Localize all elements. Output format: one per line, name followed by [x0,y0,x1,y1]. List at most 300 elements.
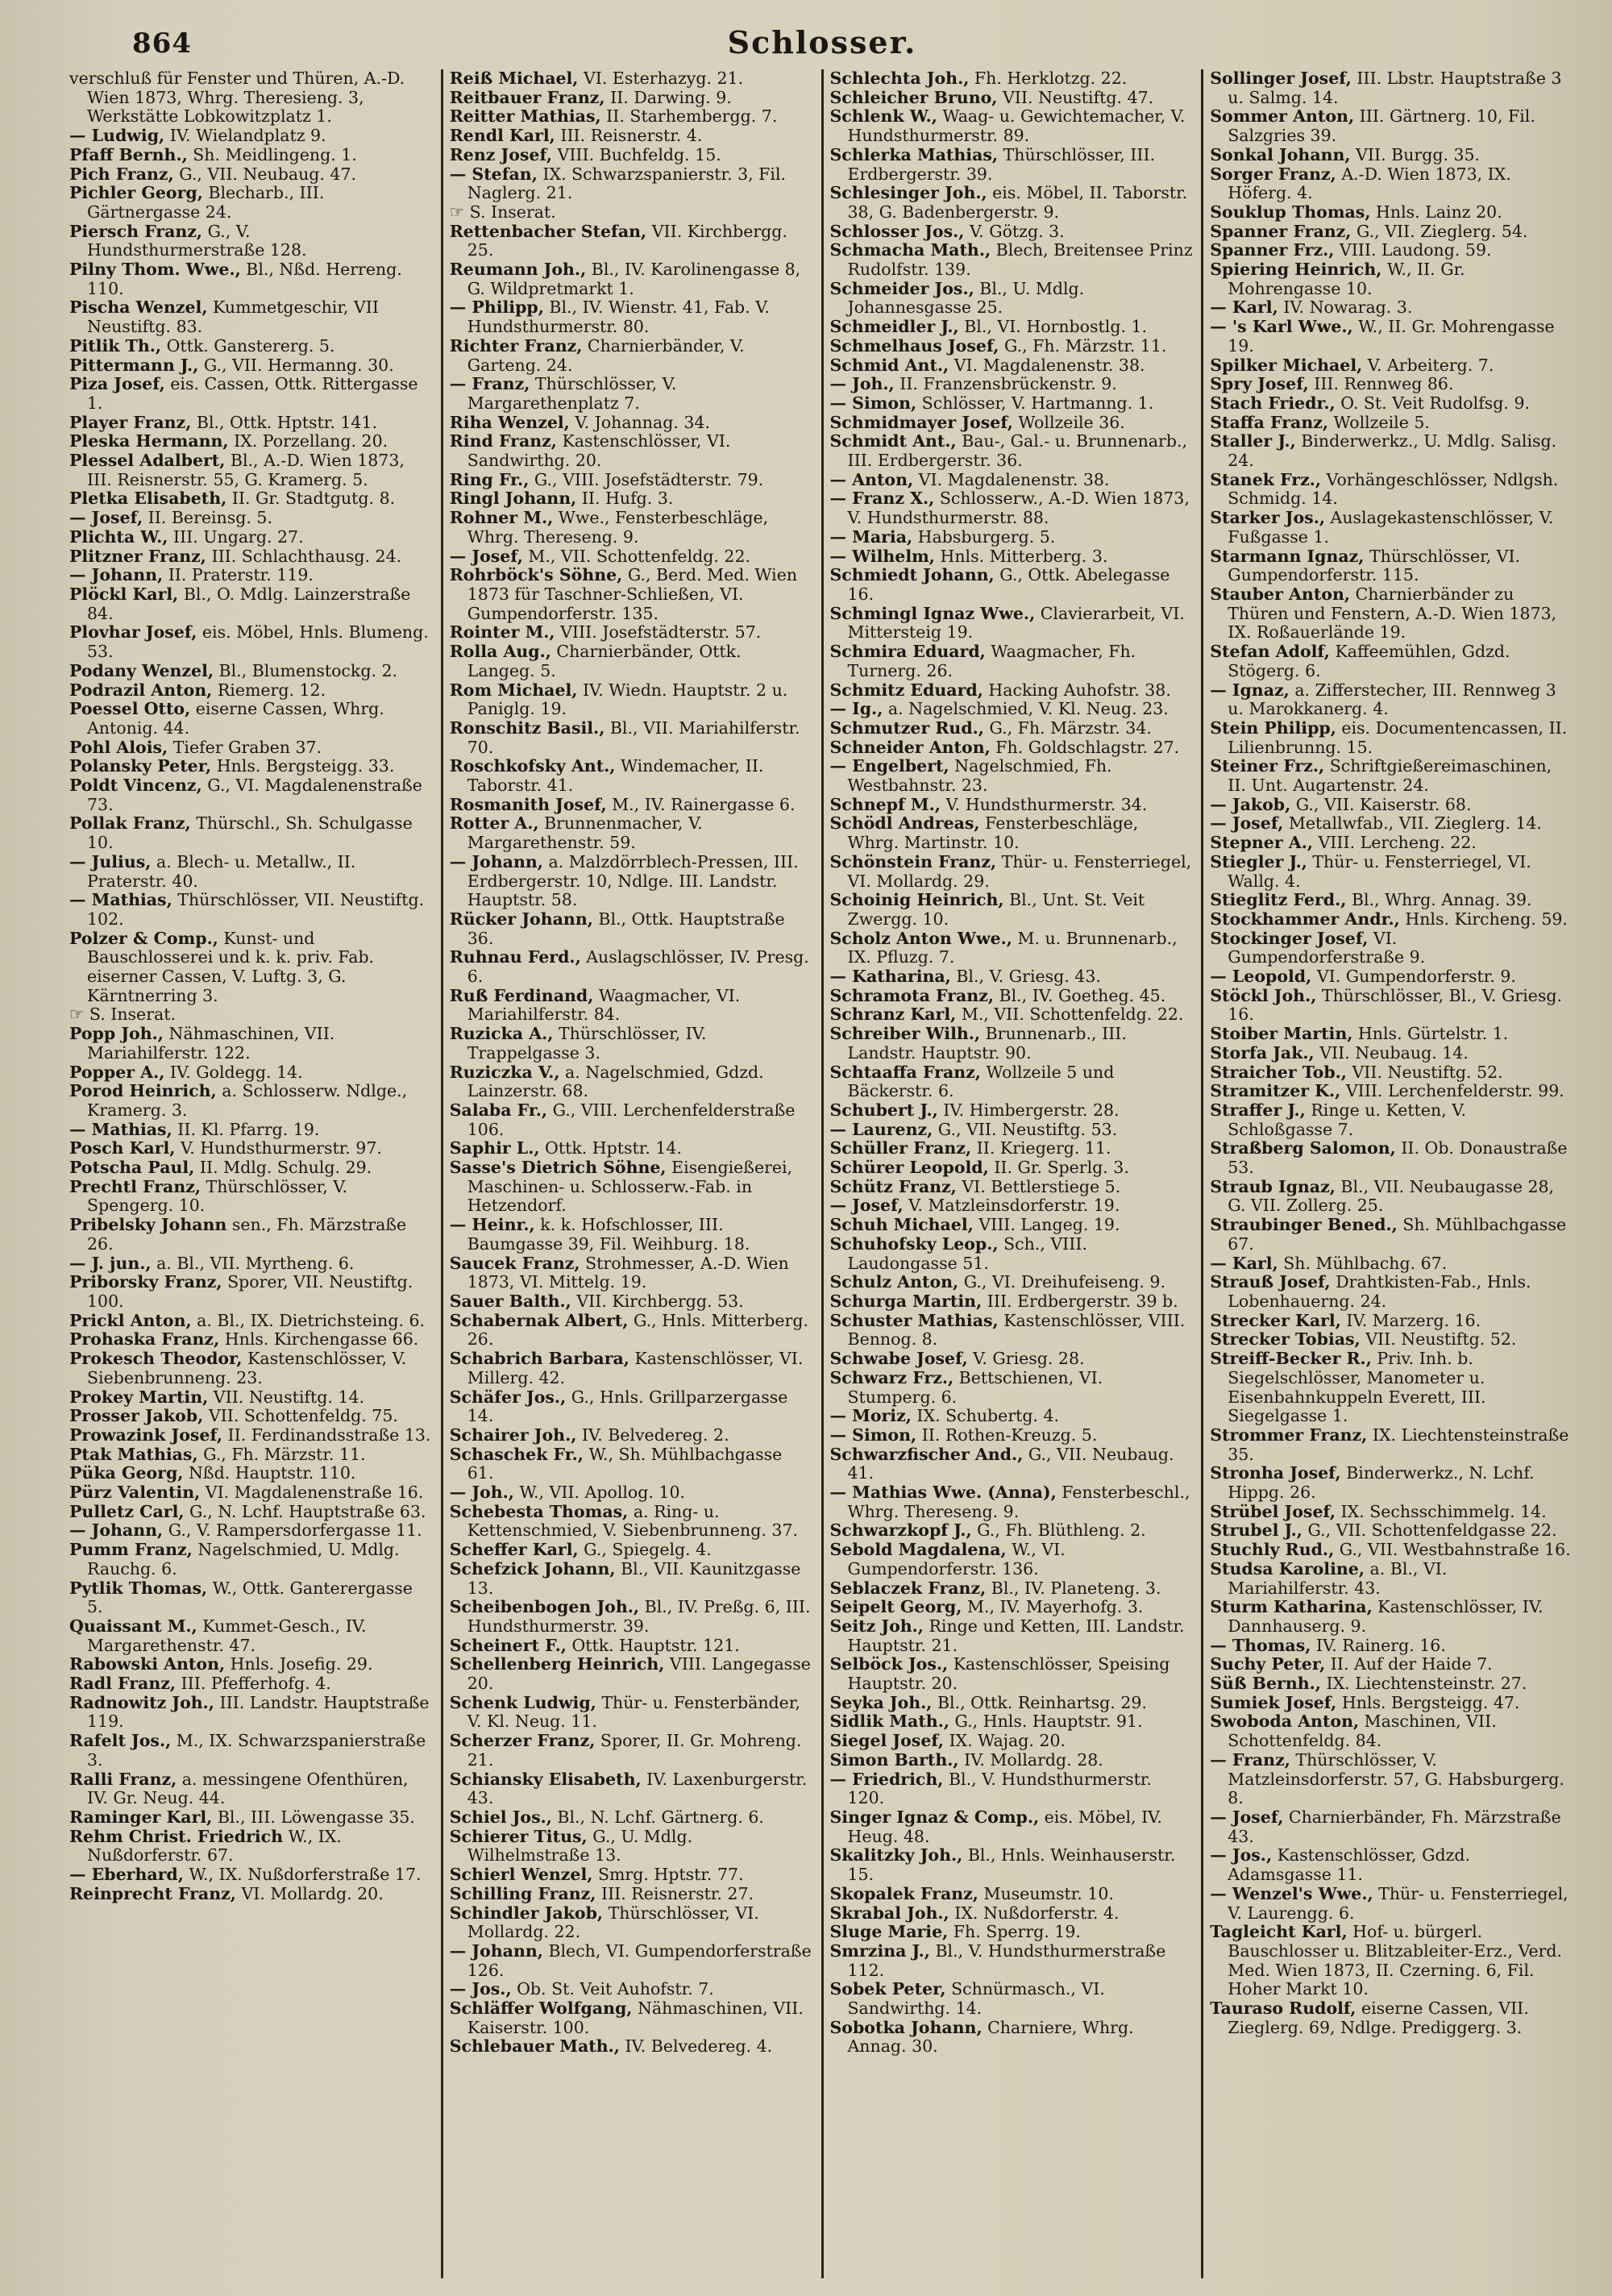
directory-entry [830,69,1194,89]
entry-name: Rointer M., [449,622,555,643]
entry-details: VII. Burgg. 35. [1356,144,1481,164]
entry-details: W., IX. Nußdorferstraße 17. [189,1865,422,1885]
directory-entry [830,1121,1194,1140]
entry-details: Priv. Inh. b. Siegelschlösser, Manometer u. Eisenbahnkuppeln Everett, III. Siegelgasse 1. [1228,1349,1486,1426]
directory-entry [69,1521,433,1541]
directory-entry [1210,1694,1573,1713]
entry-name: Rehm Christ. Friedrich [69,1826,284,1846]
entry-details: G., VII. Neubaug. 41. [847,1444,1174,1483]
directory-entry [69,1139,433,1158]
directory-entry [450,165,813,203]
entry-details: Bl., Unt. St. Veit Zwergg. 10. [847,890,1145,929]
entry-name: Pürz Valentin, [69,1483,201,1503]
entry-details: IV. Goldegg. 14. [169,1062,303,1082]
directory-entry [69,1407,433,1426]
entry-details: ☞ S. Inserat. [449,202,556,222]
entry-name: Radnowitz Joh., [69,1692,214,1712]
directory-entry [69,1254,433,1274]
entry-details: II. Starhembergg. 7. [606,106,778,127]
directory-entry [1210,241,1573,260]
entry-name: Streiff-Becker R., [1210,1349,1372,1369]
directory-entry [450,1158,813,1216]
entry-name: Rolla Aug., [449,642,551,662]
directory-entry [69,375,433,413]
entry-name: Ruziczka V., [449,1062,560,1082]
entry-details: Kastenschlösser, VIII. Bennog. 8. [847,1310,1186,1350]
directory-entry [830,1139,1194,1158]
directory-entry [1210,643,1573,680]
entry-name: Schmacha Math., [829,240,991,260]
entry-name: Stockhammer Andr., [1210,909,1400,929]
directory-entry [450,127,813,146]
directory-entry [1210,1637,1573,1656]
entry-details: Ottk. Ganstererg. 5. [166,335,335,356]
entry-details: VIII. Buchfeldg. 15. [557,144,721,164]
entry-name: Tauraso Rudolf, [1210,1999,1356,2019]
column-4 [1203,69,1581,2278]
entry-details: Ottk. Hauptstr. 121. [571,1635,740,1655]
entry-name: — Thomas, [1210,1635,1311,1655]
directory-entry [830,1312,1194,1350]
entry-details: Fh. Sperrg. 19. [953,1922,1081,1942]
directory-entry [1210,814,1573,834]
directory-entry [69,432,433,451]
entry-details: G., Spiegelg. 4. [584,1540,712,1560]
entry-details: Hnls. Bergsteigg. 47. [1341,1692,1520,1712]
entry-name: Rettenbacher Stefan, [449,221,647,241]
entry-details: III. Ungarg. 27. [172,526,304,547]
entry-name: Sonkal Johann, [1210,144,1351,164]
directory-entry [1210,1560,1573,1598]
directory-entry [830,414,1194,433]
entry-name: — Franz, [449,374,530,394]
entry-details: II. Kriegerg. 11. [976,1138,1111,1158]
entry-details: Sh. Meidlingeng. 1. [193,144,357,164]
directory-entry [1210,1025,1573,1044]
entry-name: — Jos., [449,1979,512,1999]
directory-entry [1210,1350,1573,1426]
entry-name: Singer Ignaz & Comp., [829,1807,1040,1827]
entry-details: III. Erdbergerstr. 39 b. [987,1292,1178,1311]
directory-entry [69,1732,433,1770]
page-header [63,24,1581,69]
directory-entry [1210,1541,1573,1560]
directory-entry [830,796,1194,815]
entry-details: Waagmacher, VI. Mariahilferstr. 84. [467,985,741,1025]
entry-details: IV. Mollardg. 28. [964,1749,1103,1770]
directory-entry [1210,1216,1573,1254]
directory-entry [69,298,433,336]
directory-entry [69,1866,433,1885]
directory-entry [830,1196,1194,1216]
directory-entry [830,89,1194,108]
entry-details: II. Ferdinandsstraße 13. [227,1425,431,1445]
entry-details: Ob. St. Veit Auhofstr. 7. [517,1979,714,1999]
entry-details: W., II. Gr. Mohrengasse 10. [1228,260,1465,298]
entry-details: Smrg. Hptstr. 77. [597,1865,744,1885]
directory-entry [1210,910,1573,930]
entry-details: VII. Neubaug. 14. [1319,1042,1469,1063]
entry-name: Strübel Josef, [1210,1501,1336,1521]
directory-entry [450,509,813,547]
directory-entry [830,930,1194,967]
directory-entry [1210,1655,1573,1674]
entry-details: Schnürmasch., VI. Sandwirthg. 14. [847,1979,1105,2019]
entry-details: Bl., VII. Kaunitzgasse 13. [467,1558,801,1598]
entry-name: Schmelhaus Josef, [829,335,999,356]
entry-details: Bl., Hnls. Weinhauserstr. 15. [847,1845,1176,1885]
entry-name: Renz Josef, [449,144,552,164]
entry-details: a. messingene Ofenthüren, IV. Gr. Neug. 44. [87,1769,409,1808]
entry-details: Kastenschlösser, IV. Dannhauserg. 9. [1228,1597,1543,1636]
entry-details: Charniere, Whrg. Annag. 30. [847,2017,1134,2057]
directory-entry [830,1885,1194,1904]
entry-name: Staller J., [1210,431,1296,451]
directory-entry [1210,223,1573,242]
entry-details: A.-D. Wien 1873, IX. Höferg. 4. [1228,164,1511,203]
entry-name: — Ludwig, [69,126,165,146]
entry-name: Siegel Josef, [829,1731,944,1751]
entry-name: Strauß Josef, [1210,1272,1331,1292]
directory-entry [830,489,1194,527]
entry-details: Thürschlösser, III. Erdbergerstr. 39. [847,144,1156,184]
entry-name: Schleicher Bruno, [829,87,998,107]
directory-entry [1210,1999,1573,2037]
directory-entry [450,1808,813,1828]
entry-details: Kastenschlösser, V. Siebenbrunneng. 23. [87,1349,407,1387]
entry-details: IX. Nußdorferstr. 4. [954,1903,1120,1923]
entry-name: Schierl Wenzel, [449,1865,593,1885]
entry-details: Hnls. Gürtelstr. 1. [1357,1024,1509,1044]
entry-name: Schindler Jakob, [449,1903,604,1923]
entry-name: — Mathias, [69,890,172,910]
entry-name: — Philipp, [449,297,544,318]
entry-details: Drahtkisten-Fab., Hnls. Lobenhauerng. 24. [1228,1272,1531,1311]
entry-details: Bl., Ottk. Reinhartsg. 29. [937,1692,1147,1712]
directory-entry [69,337,433,356]
entry-name: Sobek Peter, [829,1979,946,1999]
entry-name: — Simon, [829,393,917,413]
entry-name: Schwarzfischer And., [829,1444,1024,1464]
directory-entry [830,1617,1194,1655]
entry-details: IV. Belvedereg. 4. [625,2036,773,2057]
entry-details: Ottk. Hptstr. 14. [545,1138,682,1158]
entry-details: Habsburgerg. 5. [917,526,1056,547]
directory-entry [1210,719,1573,757]
entry-details: II. Rothen-Kreuzg. 5. [921,1425,1098,1445]
entry-details: IV. Rainerg. 16. [1315,1635,1446,1655]
entry-name: — Franz, [1210,1749,1290,1770]
directory-entry [830,184,1194,222]
entry-name: Straßberg Salomon, [1210,1138,1396,1158]
entry-name: Schiansky Elisabeth, [449,1769,642,1789]
entry-name: Polansky Peter, [69,756,212,776]
directory-entry [450,260,813,298]
entry-name: Schulz Anton, [829,1272,959,1292]
directory-entry [450,471,813,490]
directory-entry [69,1579,433,1617]
directory-entry [69,489,433,509]
directory-entry [830,1445,1194,1483]
directory-entry [450,203,813,223]
entry-details: Bl., VII. Neubaugasse 28, G. VII. Zollerg. 25. [1228,1176,1555,1216]
entry-details: IX. Wajag. 20. [949,1731,1066,1751]
entry-name: — Stefan, [449,164,538,184]
entry-details: Thürschlösser, Bl., V. Griesg. 16. [1228,985,1563,1025]
entry-details: Bl., V. Hundsthurmerstraße 112. [847,1940,1166,1980]
directory-entry [1210,1254,1573,1274]
entry-details: Maschinen, VII. Schottenfeldg. 84. [1228,1712,1497,1751]
entry-name: Pumm Franz, [69,1540,193,1560]
directory-entry [450,1694,813,1732]
entry-name: Stanek Frz., [1210,469,1322,489]
directory-entry [450,681,813,719]
entry-name: Prosser Jakob, [69,1406,204,1426]
entry-details: VII. Neustiftg. 52. [1365,1329,1517,1350]
entry-name: Sturm Katharina, [1210,1597,1373,1617]
entry-details: Waagmacher, Fh. Turnerg. 26. [847,642,1136,680]
directory-entry [450,1312,813,1350]
entry-details: Bl., III. Löwengasse 35. [217,1807,415,1827]
directory-entry [830,1178,1194,1197]
entry-details: W., IX. Nußdorferstr. 67. [87,1826,342,1866]
entry-details: M. u. Brunnenarb., IX. Pfluzg. 7. [847,928,1178,967]
entry-name: Plessel Adalbert, [69,451,226,471]
entry-details: Bl., Ottk. Hptstr. 141. [196,412,378,432]
directory-entry [450,298,813,336]
column-1 [63,69,443,2278]
directory-entry [830,1407,1194,1426]
directory-entry [830,1846,1194,1884]
entry-name: Pischa Wenzel, [69,297,208,318]
entry-name: Ptak Mathias, [69,1444,198,1464]
entry-details: Sh. Mühlbachg. 67. [1283,1253,1448,1273]
directory-entry [69,814,433,852]
entry-name: Rind Franz, [449,431,557,451]
entry-name: Schranz Karl, [829,1004,957,1025]
entry-details: M., IV. Rainergasse 6. [612,794,796,814]
directory-entry [830,1598,1194,1617]
running-head: Schlosser. [727,24,917,60]
entry-details: VI. Gumpendorferstraße 9. [1228,928,1426,967]
directory-entry [69,1674,433,1694]
entry-name: Schaschek Fr., [449,1444,584,1464]
entry-name: Stronha Josef, [1210,1463,1341,1483]
directory-entry [69,1770,433,1808]
entry-name: Richter Franz, [449,335,583,356]
entry-name: Schurga Martin, [829,1292,983,1311]
entry-name: Schiel Jos., [449,1807,552,1827]
directory-entry [69,1388,433,1408]
directory-entry [1210,796,1573,815]
entry-details: Bau-, Gal.- u. Brunnenarb., III. Erdbergerstr. 36. [847,431,1187,471]
entry-name: Steiner Frz., [1210,756,1325,776]
entry-name: Seipelt Georg, [829,1597,962,1617]
entry-name: Schoinig Heinrich, [829,890,1004,910]
directory-entry [450,1483,813,1503]
entry-details: Thür- u. Fensterriegel, VI. Mollardg. 29. [847,851,1192,891]
entry-details: IV. Marzerg. 16. [1346,1310,1481,1330]
entry-name: Spanner Franz, [1210,221,1352,241]
entry-details: Blech, Breitensee Prinz Rudolfstr. 139. [847,240,1193,280]
directory-entry [450,107,813,127]
entry-details: III. Schlachthausg. 24. [211,546,402,566]
entry-details: Bl., Blumenstockg. 2. [218,660,398,680]
entry-details: Bl., V. Hundsthurmerstr. 120. [847,1769,1152,1808]
entry-name: — Engelbert, [829,756,949,776]
entry-name: Rotter A., [449,813,539,834]
directory-entry [830,432,1194,470]
entry-name: — Moriz, [829,1406,912,1426]
directory-entry [1210,356,1573,376]
entry-name: Potscha Paul, [69,1158,195,1178]
directory-entry [69,1655,433,1674]
entry-details: eis. Möbel, II. Taborstr. 38, G. Badenbergerstr. 9. [847,183,1188,222]
entry-name: Rosmanith Josef, [449,794,607,814]
entry-name: Popper A., [69,1062,165,1082]
entry-name: — Ignaz, [1210,680,1290,700]
directory-entry [830,2019,1194,2057]
entry-name: Stoiber Martin, [1210,1024,1353,1044]
entry-name: Sluge Marie, [829,1922,949,1942]
directory-entry [1210,891,1573,910]
directory-entry [450,814,813,852]
entry-details: Bl., VI. Hornbostlg. 1. [964,317,1148,337]
entry-details: Wollzeile 36. [1018,412,1125,432]
entry-details: V. Arbeiterg. 7. [1367,355,1494,375]
entry-details: G., VII. Schottenfeldgasse 22. [1307,1520,1557,1541]
entry-details: III. Rennweg 86. [1314,374,1454,394]
entry-details: G., N. Lchf. Hauptstraße 63. [189,1501,426,1521]
entry-name: Stramitzer K., [1210,1081,1341,1101]
entry-name: Porod Heinrich, [69,1081,217,1101]
entry-name: Sommer Anton, [1210,106,1355,127]
entry-details: VII. Neustiftg. 52. [1352,1062,1503,1082]
entry-name: Sollinger Josef, [1210,69,1352,88]
entry-details: Kummet-Gesch., IV. Margarethenstr. 47. [87,1616,367,1655]
directory-entry [450,1292,813,1312]
entry-name: Storfa Jak., [1210,1042,1315,1063]
directory-entry [450,1655,813,1693]
entry-name: Sauer Balth., [449,1292,571,1311]
entry-details: Charnierbänder, Fh. Märzstraße 43. [1228,1807,1561,1846]
entry-details: eis. Cassen, Ottk. Rittergasse 1. [87,374,418,413]
directory-entry [450,1866,813,1885]
entry-details: Schriftgießereimaschinen, II. Unt. Augartenstr. 24. [1228,756,1552,796]
entry-name: Suchy Peter, [1210,1654,1326,1674]
entry-name: Schabrich Barbara, [449,1349,629,1369]
entry-details: VI. Gumpendorferstr. 9. [1316,967,1516,987]
entry-details: W., Ottk. Ganterergasse 5. [87,1578,413,1617]
entry-details: Kummetgeschir, VII Neustiftg. 83. [87,297,379,337]
entry-name: Prokesch Theodor, [69,1349,243,1369]
entry-details: IX. Porzellang. 20. [234,431,388,451]
directory-entry [830,107,1194,145]
directory-entry [1210,1101,1573,1139]
directory-entry [69,165,433,185]
directory-entry [830,853,1194,891]
entry-name: Schuhofsky Leop., [829,1233,999,1254]
directory-entry [830,814,1194,852]
directory-entry [450,432,813,470]
entry-details: Bl., U. Mdlg. Johannesgasse 25. [847,278,1085,318]
directory-entry [1210,107,1573,145]
directory-entry [69,1082,433,1120]
entry-details: Thürschl., Sh. Schulgasse 10. [87,813,413,853]
directory-entry [1210,967,1573,987]
entry-details: a. Bl., IX. Dietrichsteing. 6. [197,1310,426,1330]
directory-entry [450,643,813,680]
entry-name: — Joh., [449,1483,514,1503]
directory-entry [69,738,433,758]
entry-name: Starker Jos., [1210,508,1325,528]
directory-entry [1210,471,1573,509]
entry-name: Stepner A., [1210,833,1313,853]
entry-details: Kastenschlösser, VI. Millerg. 42. [467,1349,804,1387]
directory-entry [69,662,433,681]
entry-details: Thür- u. Fensterriegel, VI. Wallg. 4. [1228,851,1531,891]
entry-details: IX. Schwarzspanierstr. 3, Fil. Naglerg. 21. [467,164,787,203]
directory-entry [830,1942,1194,1980]
entry-name: — Jos., [1210,1845,1273,1866]
entry-name: — Maria, [829,526,913,547]
directory-entry [1210,547,1573,585]
entry-details: sen., Fh. Märzstraße 26. [87,1215,407,1254]
entry-details: II. Darwing. 9. [610,87,732,107]
directory-entry [1210,834,1573,853]
directory-entry [69,127,433,146]
entry-details: W., VI. Gumpendorferstr. 136. [847,1540,1066,1578]
entry-name: Schönstein Franz, [829,851,997,871]
entry-details: II. Gr. Sperlg. 3. [994,1158,1129,1178]
entry-details: G., VII. Neubaug. 47. [179,164,357,184]
directory-entry [450,1426,813,1445]
entry-details: G., Hnls. Mitterberg. 26. [467,1310,808,1350]
entry-details: Bl., IV. Goetheg. 45. [999,985,1166,1005]
entry-details: Thür- u. Fensterriegel, V. Laurengg. 6. [1228,1883,1568,1923]
directory-entry [69,1541,433,1578]
entry-name: Straubinger Bened., [1210,1215,1398,1235]
entry-name: Polzer & Comp., [69,928,218,948]
directory-entry [1210,853,1573,891]
entry-name: Schuh Michael, [829,1215,974,1235]
entry-name: — Karl, [1210,1253,1278,1273]
entry-details: III. Pfefferhofg. 4. [181,1674,331,1694]
directory-entry [450,1503,813,1541]
entry-name: Pulletz Carl, [69,1501,185,1521]
entry-details: Riemerg. 12. [217,680,326,700]
entry-name: — Anton, [829,469,914,489]
directory-entry [69,1445,433,1465]
directory-entry [1210,1598,1573,1636]
directory-entry [1210,165,1573,203]
entry-details: Auslagschlösser, IV. Presg. 6. [467,947,809,987]
entry-name: Seyka Joh., [829,1692,933,1712]
directory-entry [1210,1426,1573,1464]
entry-name: Sasse's Dietrich Söhne, [449,1158,667,1178]
entry-details: Bl., V. Griesg. 43. [956,967,1101,987]
directory-entry [1210,1139,1573,1177]
directory-entry [450,89,813,108]
entry-details: Auslagekastenschlösser, V. Fußgasse 1. [1228,508,1554,547]
directory-entry [450,987,813,1025]
directory-entry [1210,1751,1573,1808]
entry-details: Eisengießerei, Maschinen- u. Schlosserw.-Fab. in Hetzendorf. [467,1158,793,1216]
entry-name: Simon Barth., [829,1749,959,1770]
directory-entry [450,948,813,986]
entry-name: — Katharina, [829,967,951,987]
entry-details: a. Zifferstecher, III. Rennweg 3 u. Marokkanerg. 4. [1228,680,1556,719]
